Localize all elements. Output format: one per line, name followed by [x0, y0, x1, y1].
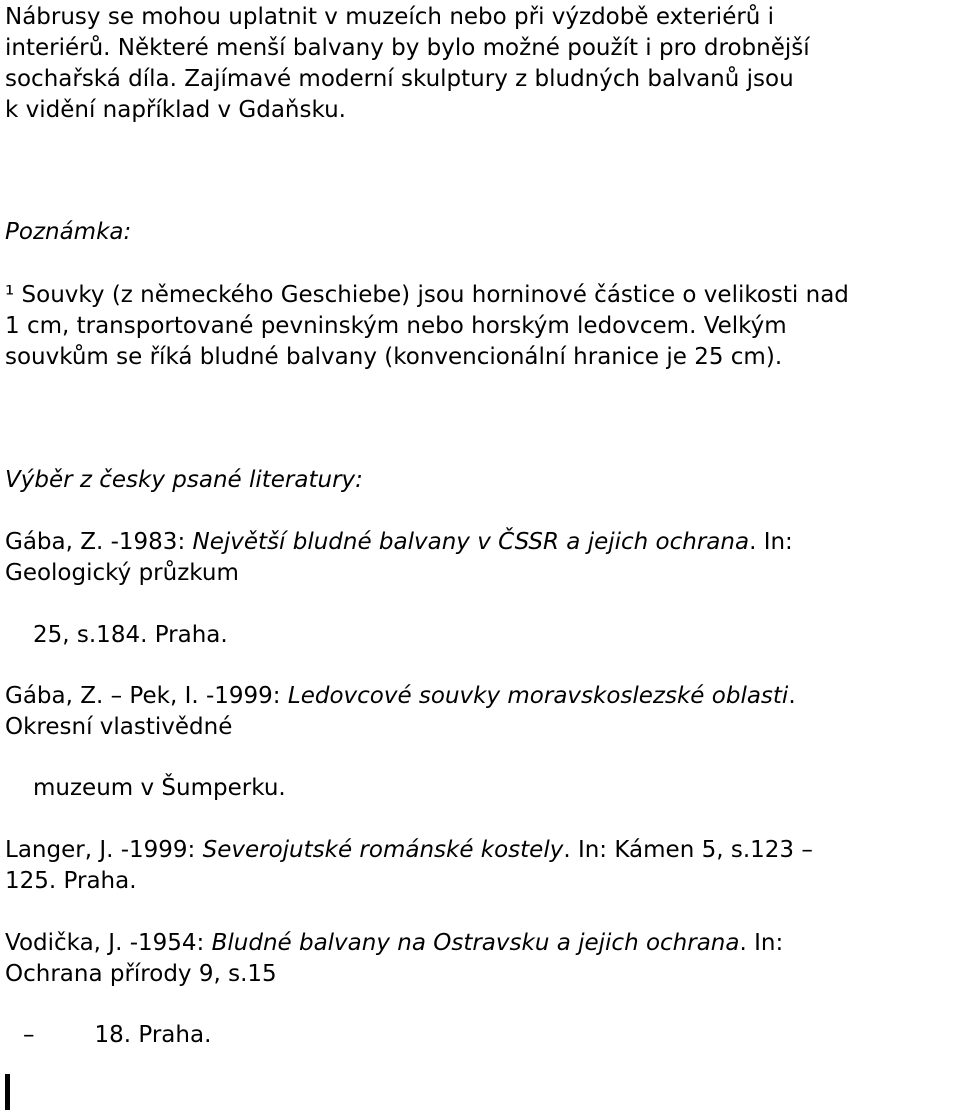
- intro-line-2: interiérů. Některé menší balvany by bylo možné použít i pro drobnější: [5, 35, 810, 61]
- ref-2-author: Gába, Z. – Pek, I. -1999:: [5, 683, 288, 709]
- ref-4-line-2: Ochrana přírody 9, s.15: [5, 961, 277, 987]
- ref-2-title: Ledovcové souvky moravskoslezské oblasti: [287, 683, 789, 709]
- literature-heading: Výběr z česky psané literatury:: [5, 467, 363, 493]
- ref-2-line-1: [5, 681, 796, 711]
- ref-3-line-1: [5, 835, 813, 865]
- ref-1-line-1: [5, 527, 793, 557]
- ref-2-line-2: Okresní vlastivědné: [5, 714, 233, 740]
- intro-line-1: Nábrusy se mohou uplatnit v muzeích nebo při výzdobě exteriérů i: [5, 4, 775, 30]
- note-line-3: souvkům se říká bludné balvany (konvencionální hranice je 25 cm).: [5, 344, 783, 370]
- ref-4-line-3: [23, 1020, 211, 1050]
- intro-line-4: k vidění například v Gdaňsku.: [5, 97, 346, 123]
- note-line-1: ¹ Souvky (z německého Geschiebe) jsou horninové částice o velikosti nad: [5, 282, 849, 308]
- ref-1-author: Gába, Z. -1983:: [5, 529, 193, 555]
- ref-3-rest: . In: Kámen 5, s.123 –: [563, 837, 813, 863]
- text-cursor-bar: [5, 1074, 10, 1110]
- ref-4-pages: 18. Praha.: [94, 1022, 212, 1048]
- ref-2-rest: .: [788, 683, 796, 709]
- ref-1-rest: . In:: [749, 529, 793, 555]
- ref-4-title: Bludné balvany na Ostravsku a jejich ochrana: [211, 930, 740, 956]
- intro-line-3: sochařská díla. Zajímavé moderní skulptury z bludných balvanů jsou: [5, 66, 794, 92]
- ref-1-line-2: Geologický průzkum: [5, 560, 239, 586]
- ref-1-title: Největší bludné balvany v ČSSR a jejich ochrana: [192, 529, 750, 555]
- ref-3-author: Langer, J. -1999:: [5, 837, 203, 863]
- ref-3-line-2: 125. Praha.: [5, 868, 137, 894]
- note-line-2: 1 cm, transportované pevninským nebo horským ledovcem. Velkým: [5, 313, 787, 339]
- ref-4-rest: . In:: [739, 930, 784, 956]
- ref-4-author: Vodička, J. -1954:: [5, 930, 212, 956]
- ref-4-dash: –: [23, 1022, 35, 1048]
- note-heading: Poznámka:: [5, 219, 132, 245]
- ref-3-title: Severojutské románské kostely: [202, 837, 564, 863]
- ref-2-line-3: muzeum v Šumperku.: [33, 775, 286, 801]
- ref-1-line-3: 25, s.184. Praha.: [33, 622, 228, 648]
- ref-4-line-1: [5, 928, 783, 958]
